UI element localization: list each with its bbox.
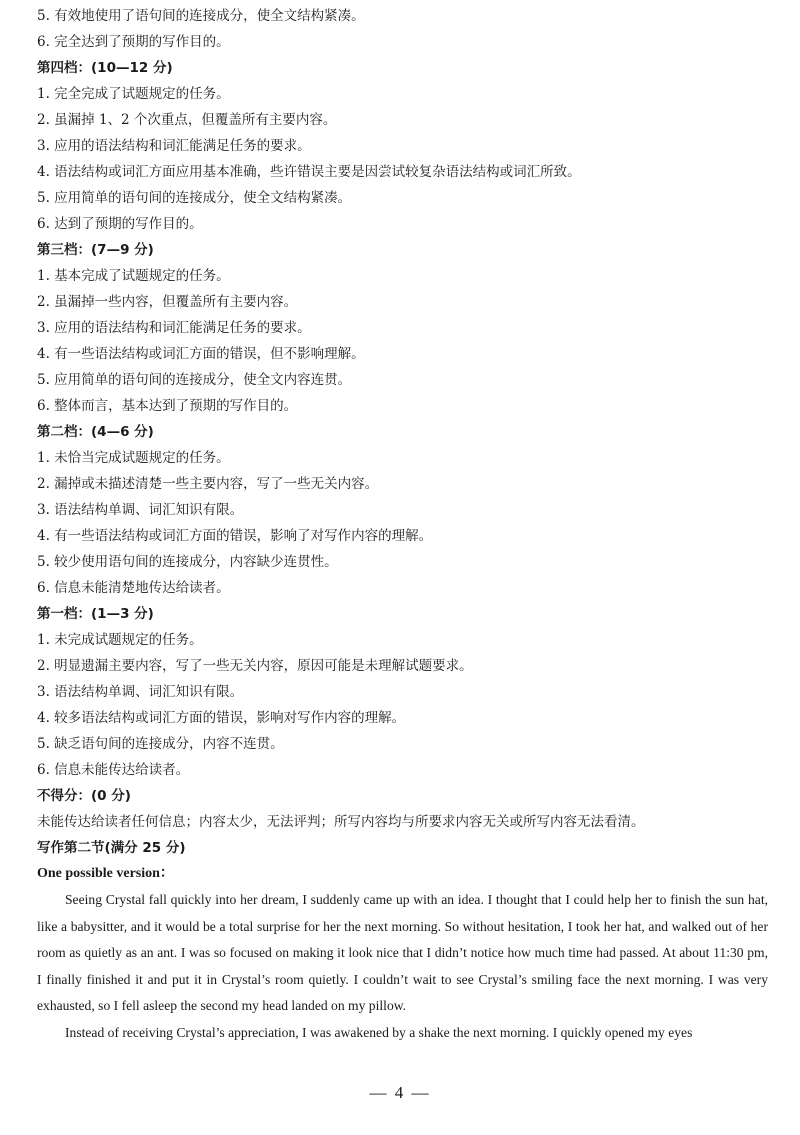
criteria-item: 6. 信息未能传达给读者。 bbox=[37, 762, 190, 778]
criteria-item: 2. 漏掉或未描述清楚一些主要内容，写了一些无关内容。 bbox=[37, 476, 379, 492]
criteria-item: 1. 基本完成了试题规定的任务。 bbox=[37, 268, 230, 284]
criteria-item: 6. 信息未能清楚地传达给读者。 bbox=[37, 580, 230, 596]
criteria-item: 5. 应用简单的语句间的连接成分，使全文结构紧凑。 bbox=[37, 190, 352, 206]
criteria-item: 3. 应用的语法结构和词汇能满足任务的要求。 bbox=[37, 138, 311, 154]
criteria-item: 4. 较多语法结构或词汇方面的错误，影响对写作内容的理解。 bbox=[37, 710, 406, 726]
version-label: One possible version： bbox=[37, 866, 174, 881]
criteria-item: 5. 缺乏语句间的连接成分，内容不连贯。 bbox=[37, 736, 284, 752]
part2-heading: 写作第二节(满分 25 分) bbox=[37, 840, 186, 856]
level3-heading: 第三档：(7—9 分) bbox=[37, 242, 154, 258]
essay-paragraph-1: Seeing Crystal fall quickly into her dream, I suddenly came up with an idea. I thought that I could help her to finish the sun hat, like a babysitter, and it would be a total surprise for her the next morning. So without hesitation, I took her hat, and walked out of her room as quietly as an ant. I was so focused on making it look nice that I didn’t notice how much time had passed. At about 11:30 pm, I finally finished it and put it in Crystal’s room quietly. I couldn’t wait to see Crystal’s smiling face the next morning. I was very exhausted, so I fell asleep the second my head landed on my pillow. bbox=[37, 892, 768, 1013]
criteria-item: 2. 虽漏掉一些内容，但覆盖所有主要内容。 bbox=[37, 294, 298, 310]
level0-description: 未能传达给读者任何信息；内容太少，无法评判；所写内容均与所要求内容无关或所写内容无法看清。 bbox=[37, 814, 645, 830]
criteria-item: 4. 有一些语法结构或词汇方面的错误，但不影响理解。 bbox=[37, 346, 365, 362]
page-number: — 4 — bbox=[369, 1083, 431, 1102]
level0-heading: 不得分：(0 分) bbox=[37, 788, 131, 804]
criteria-item: 6. 完全达到了预期的写作目的。 bbox=[37, 34, 230, 50]
criteria-item: 1. 未完成试题规定的任务。 bbox=[37, 632, 203, 648]
criteria-item: 6. 整体而言，基本达到了预期的写作目的。 bbox=[37, 398, 298, 414]
criteria-item: 5. 有效地使用了语句间的连接成分，使全文结构紧凑。 bbox=[37, 8, 365, 24]
criteria-item: 2. 明显遗漏主要内容，写了一些无关内容，原因可能是未理解试题要求。 bbox=[37, 658, 473, 674]
criteria-item: 3. 应用的语法结构和词汇能满足任务的要求。 bbox=[37, 320, 311, 336]
criteria-item: 2. 虽漏掉 1、2 个次重点，但覆盖所有主要内容。 bbox=[37, 112, 337, 128]
criteria-item: 1. 完全完成了试题规定的任务。 bbox=[37, 86, 230, 102]
criteria-item: 4. 语法结构或词汇方面应用基本准确，些许错误主要是因尝试较复杂语法结构或词汇所致。 bbox=[37, 164, 581, 180]
criteria-item: 5. 较少使用语句间的连接成分，内容缺少连贯性。 bbox=[37, 554, 338, 570]
criteria-item: 4. 有一些语法结构或词汇方面的错误，影响了对写作内容的理解。 bbox=[37, 528, 433, 544]
criteria-item: 3. 语法结构单调、词汇知识有限。 bbox=[37, 502, 244, 518]
level2-heading: 第二档：(4—6 分) bbox=[37, 424, 154, 440]
criteria-item: 5. 应用简单的语句间的连接成分，使全文内容连贯。 bbox=[37, 372, 352, 388]
level4-heading: 第四档：(10—12 分) bbox=[37, 60, 173, 76]
criteria-item: 1. 未恰当完成试题规定的任务。 bbox=[37, 450, 230, 466]
essay-paragraph-2: Instead of receiving Crystal’s appreciation, I was awakened by a shake the next morning. I quickly opened my eyes bbox=[65, 1024, 693, 1040]
criteria-item: 6. 达到了预期的写作目的。 bbox=[37, 216, 203, 232]
criteria-item: 3. 语法结构单调、词汇知识有限。 bbox=[37, 684, 244, 700]
level1-heading: 第一档：(1—3 分) bbox=[37, 606, 154, 622]
